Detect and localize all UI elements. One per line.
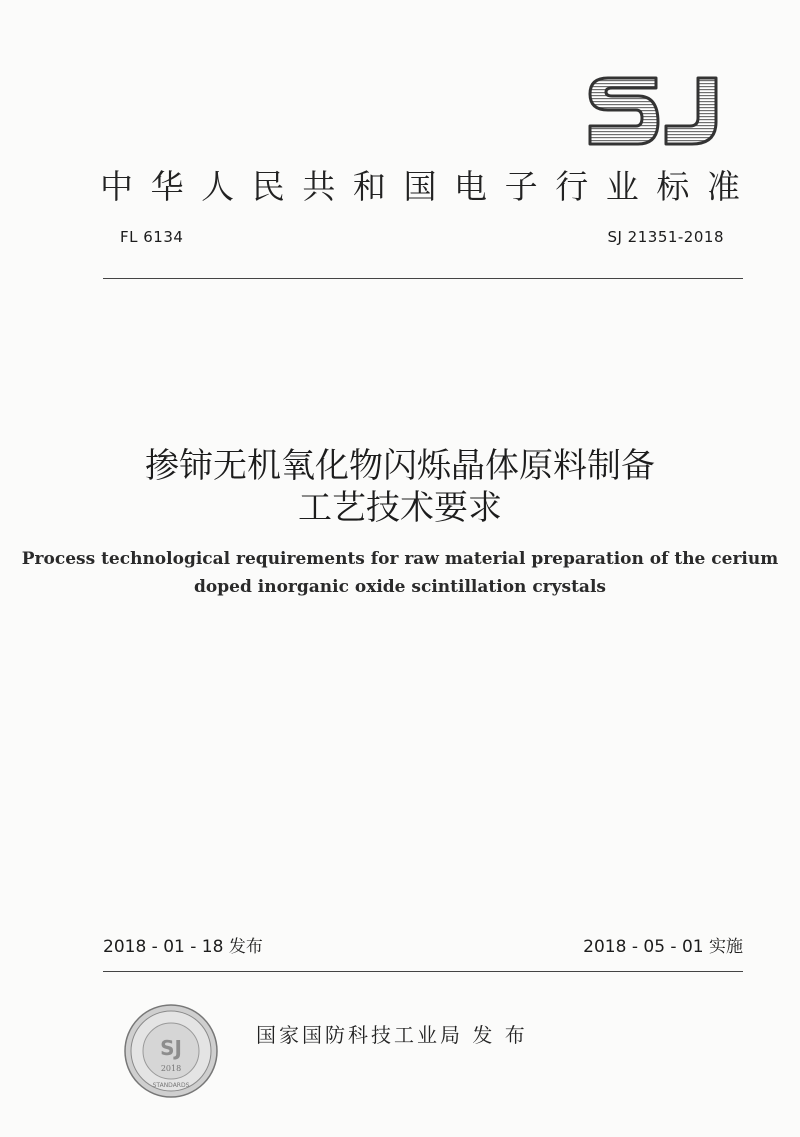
org-char: 电 [454,166,488,206]
sj-logo [586,74,722,148]
org-char: 准 [706,166,740,206]
implementation-date: 2018 - 05 - 01 实施 [583,937,743,957]
org-char: 子 [504,166,538,206]
org-char: 和 [352,166,386,206]
standard-number: SJ 21351-2018 [607,228,724,246]
seal-logo-text: SJ [160,1036,182,1060]
title-english-line-2: doped inorganic oxide scintillation crystals [194,577,606,597]
seal-caption: STANDARDS [152,1082,190,1089]
footer-divider [103,971,743,972]
title-chinese-line-2: 工艺技术要求 [298,488,502,528]
org-char: 民 [251,166,285,206]
org-char: 国 [403,166,437,206]
org-char: 标 [656,166,690,206]
header-divider [103,278,743,279]
title-chinese-line-1: 掺铈无机氧化物闪烁晶体原料制备 [145,446,655,486]
org-char: 华 [150,166,184,206]
classification-code: FL 6134 [120,228,184,246]
org-char: 中 [100,166,133,206]
org-char: 人 [201,166,235,206]
seal-year: 2018 [160,1064,182,1073]
standards-seal-icon [123,1003,219,1099]
org-char: 行 [555,166,589,206]
publisher: 国家国防科技工业局 发 布 [256,1023,528,1047]
organization-name [100,156,740,212]
title-english-line-1: Process technological requirements for raw material preparation of the cerium [21,549,779,569]
org-char: 业 [605,166,639,206]
issue-date: 2018 - 01 - 18 发布 [103,937,263,957]
org-char: 共 [302,166,336,206]
